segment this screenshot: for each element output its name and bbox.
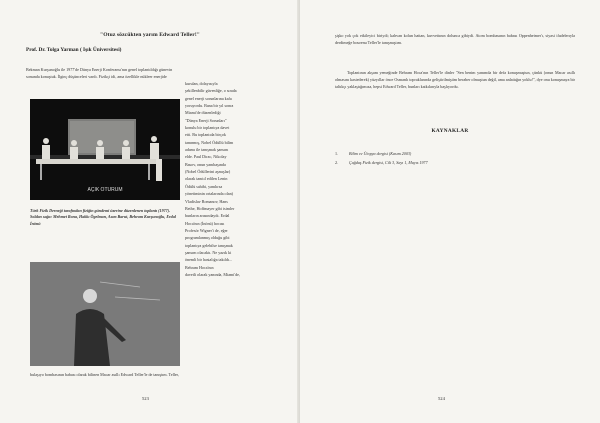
lecture-photo-image: [30, 262, 180, 366]
reference-text: Çağdaş Fizik dergisi, Cilt 3, Sayı 1, Mayıs 1977: [349, 159, 428, 165]
column-line: Behram Hoca'nın: [185, 264, 214, 270]
column-line: şekillenbilir güvenliğe, o sırada: [185, 88, 237, 94]
references-heading: KAYNAKLAR: [431, 128, 469, 134]
photo-caption: Türk Fizik Derneği tarafından fiziğin gündemi üzerine düzenlenen toplantı (1977). Soldan sağa: Mehmet Rona, Hakkı Ögelman, Asım Barut, Behram Kurşunoğlu, Erdal İnönü: [30, 208, 176, 226]
text-column: [185, 80, 265, 278]
page-number-left: 523: [142, 396, 149, 401]
right-paragraph-2: Toplantının akşam yemeğinde Behram Hoca'nın Teller'le dinler "Sen benim yanımda bir defa konuşmuştun, çünkü (onun Macar asıllı olmasını kastederek) yüzyıllar önce Osmanlı topraklarında geliştirilmiştim beraber olmuştun değil, ama anlattığın yoklu!", dye onu konuşmaya bir taltıkçı yaklaştığımıza, hepsi Edward Teller, bunları katkılarıyla başlıyordu.: [335, 70, 575, 90]
column-line: yoruyordu. Bana bir yıl sonra: [185, 103, 234, 109]
column-line: Ödülü sahibi, yanılırsa: [185, 183, 223, 189]
column-line: önemli bir hastalığa takıldı...: [185, 257, 233, 263]
article-title: "Otuz sözcükten yarım Edward Teller!": [99, 32, 201, 38]
column-line: etti. Bu toplantıda birçok: [185, 132, 226, 138]
column-line: Hoca'nın (İnönü) hocası: [185, 220, 225, 226]
right-paragraph-1: şişko yok çok etkileyici biriydi; kahvan kolun hattan, kuvvettının dolunca gibiydi. Atom bombasının babası Oppenheimer'ı, siyasi ifadelerıyla derdimeğe bourenu Teller'le tanışmıştım.: [335, 33, 575, 46]
column-line: tanınmış, Nobel Ödüllü bilim: [185, 139, 234, 145]
right-page: [300, 0, 600, 423]
reference-item: [335, 159, 428, 168]
photo-banner-text: AÇIK OTURUM: [87, 187, 123, 193]
column-line: şansım olacaktı. Ne yazık ki: [185, 249, 232, 255]
article-author: Prof. Dr. Tolga Yarman ( Işık Üniversitesi): [26, 47, 122, 53]
column-line: konulu bir toplantıya davet: [185, 125, 230, 131]
intro-line: Bekman Kurşunoğlu ile 1977'de Dünya Enerji Konferansı'nın genel toplantıldığı günevin: [26, 67, 173, 72]
column-line: davetli olarak yanında, Miami'de,: [185, 271, 240, 277]
bottom-paragraph: bulaşıyo bombasının babası olarak bilinen Macar asıllı Edward Teller'le de tanıştım. Teller,: [30, 372, 179, 377]
column-line: adamı ile tanışmak şansını: [185, 147, 229, 153]
column-line: olarak tanıtıl edilen Lenin: [185, 176, 228, 182]
reference-text: Bilim ve Ütopya dergisi (Kasım 2003): [349, 151, 412, 156]
column-line: toplantıya gelebilse tanışmak: [185, 242, 233, 248]
column-line: Basov, onun yanıbaşında: [185, 161, 226, 167]
column-line: Bethe, Hoffmayer gibi isimler: [185, 205, 235, 211]
column-line: programlanmış olduğu gibi: [185, 235, 230, 241]
conference-photo-image: [30, 99, 180, 200]
column-line: "Dünya Enerji Sorunları": [185, 117, 227, 123]
conference-photo: [30, 99, 180, 200]
column-line: Profesör Wigner'i de, eğer: [185, 227, 228, 233]
reference-number: 2.: [335, 159, 339, 165]
column-line: genel enerji sorunlarına kafa: [185, 95, 232, 101]
column-line: Vladislav Romanov, Hans: [185, 198, 228, 204]
column-line: yönetiminin ortalarında olan): [185, 191, 233, 197]
column-line: kurulan, dolayısıyla: [185, 81, 218, 86]
column-line: bunların arasındaydı. Erdal: [185, 213, 230, 219]
page-number-right: 524: [438, 396, 445, 401]
reference-item: [335, 150, 428, 159]
references-list: [335, 150, 428, 167]
intro-line: sonunda konuştuk. İlginç düşünceleri vardı. Fizikçi idi, ama özellikle nükleer enerjide: [26, 74, 167, 80]
reference-number: 1.: [335, 151, 339, 156]
column-line: (Nobel Ödüllerini aşmışlar): [185, 169, 231, 175]
column-line: elde. Paul Dirac, Nikolay: [185, 154, 227, 160]
lecture-photo: [30, 262, 180, 366]
intro-paragraph: [26, 66, 264, 80]
column-line: Miami'de düzenlediği: [185, 110, 221, 116]
